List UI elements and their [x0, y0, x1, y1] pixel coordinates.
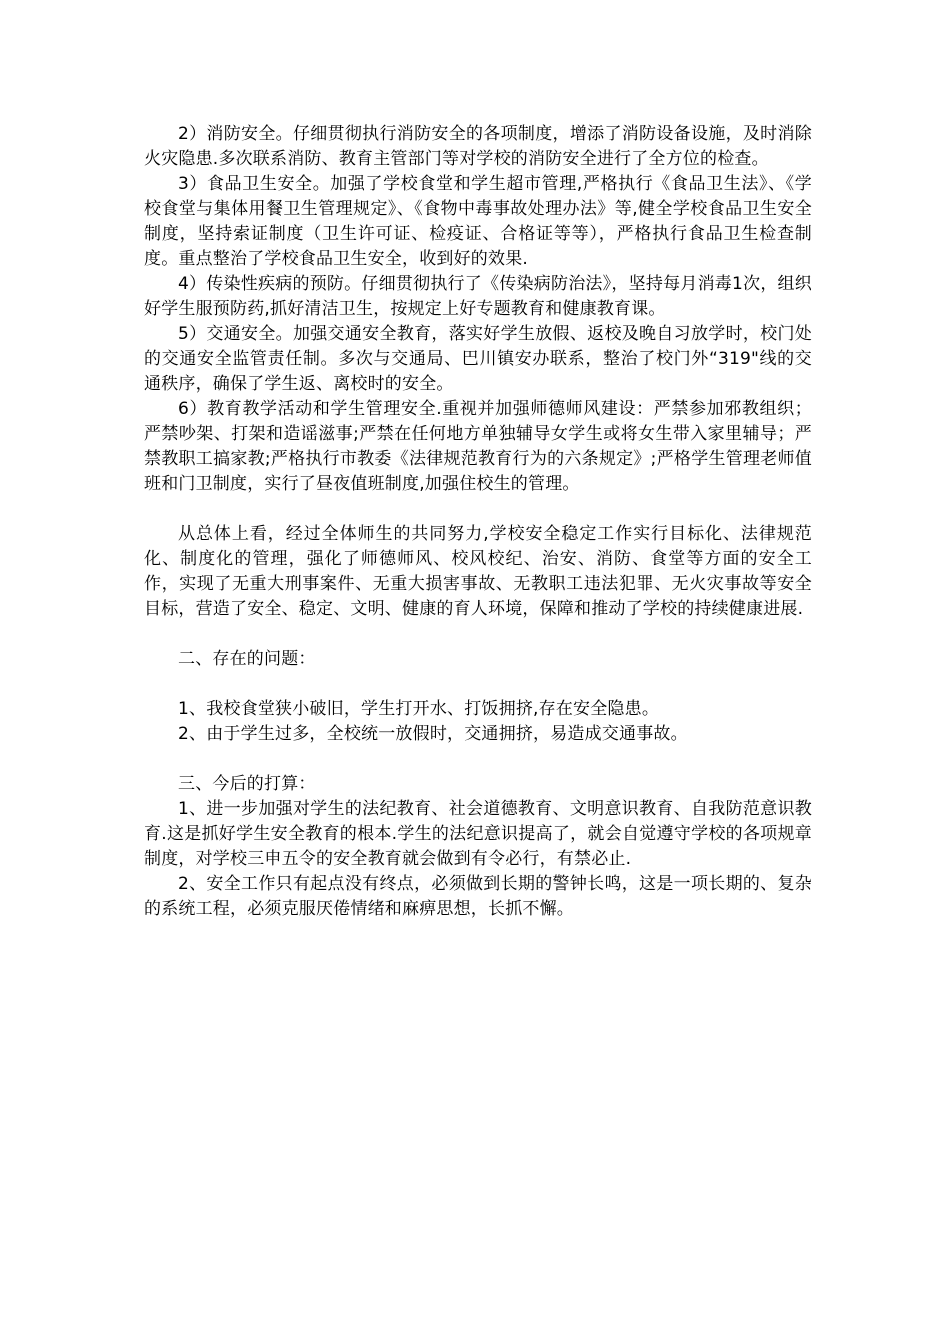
food-safety-paragraph: 3）食品卫生安全。加强了学校食堂和学生超市管理,严格执行《食品卫生法》、《学校食堂与集体用餐卫生管理规定》、《食物中毒事故处理办法》等,健全学校食品卫生安全制度，坚持索证制度（卫生许可证、检疫证、合格证等等），严格执行食品卫生检查制度。重点整治了学校食品卫生安全，收到好的效果.: [144, 174, 812, 269]
fire-safety-paragraph: 2）消防安全。仔细贯彻执行消防安全的各项制度，增添了消防设备设施，及时消除火灾隐患.多次联系消防、教育主管部门等对学校的消防安全进行了全方位的检查。: [144, 124, 812, 169]
spacer: [144, 497, 812, 522]
traffic-safety-paragraph: 5）交通安全。加强交通安全教育，落实好学生放假、返校及晚自习放学时，校门处的交通安全监管责任制。多次与交通局、巴川镇安办联系，整治了校门外“319"线的交通秩序，确保了学生返、离校时的安全。: [144, 324, 812, 394]
spacer: [144, 672, 812, 697]
summary-paragraph: 从总体上看，经过全体师生的共同努力,学校安全稳定工作实行目标化、法律规范化、制度化的管理，强化了师德师风、校风校纪、治安、消防、食堂等方面的安全工作，实现了无重大刑事案件、无重大损害事故、无教职工违法犯罪、无火灾事故等安全目标，营造了安全、稳定、文明、健康的育人环境，保障和推动了学校的持续健康进展.: [144, 524, 812, 619]
spacer: [144, 622, 812, 647]
disease-prevention-paragraph: 4）传染性疾病的预防。仔细贯彻执行了《传染病防治法》，坚持每月消毒1次，组织好学生服预防药,抓好清洁卫生，按规定上好专题教育和健康教育课。: [144, 274, 812, 319]
document-page: [144, 122, 812, 922]
spacer: [144, 747, 812, 772]
problem-item: 2、由于学生过多，全校统一放假时，交通拥挤，易造成交通事故。: [178, 724, 688, 744]
plan-item: 1、进一步加强对学生的法纪教育、社会道德教育、文明意识教育、自我防范意识教育.这是抓好学生安全教育的根本.学生的法纪意识提高了，就会自觉遵守学校的各项规章制度，对学校三申五令的安全教育就会做到有令必行，有禁必止.: [144, 799, 812, 869]
problem-item: 1、我校食堂狭小破旧，学生打开水、打饭拥挤,存在安全隐患。: [178, 699, 660, 719]
plans-heading: 三、今后的打算：: [178, 774, 316, 794]
problems-heading: 二、存在的问题：: [178, 649, 316, 669]
plan-item: 2、安全工作只有起点没有终点，必须做到长期的警钟长鸣，这是一项长期的、复杂的系统工程，必须克服厌倦情绪和麻痹思想，长抓不懈。: [144, 874, 812, 919]
teaching-management-paragraph: 6）教育教学活动和学生管理安全.重视并加强师德师风建设：严禁参加邪教组织；严禁吵架、打架和造谣滋事;严禁在任何地方单独辅导女学生或将女生带入家里辅导；严禁教职工搞家教;严格执行市教委《法律规范教育行为的六条规定》;严格学生管理老师值班和门卫制度，实行了昼夜值班制度,加强住校生的管理。: [144, 399, 812, 494]
